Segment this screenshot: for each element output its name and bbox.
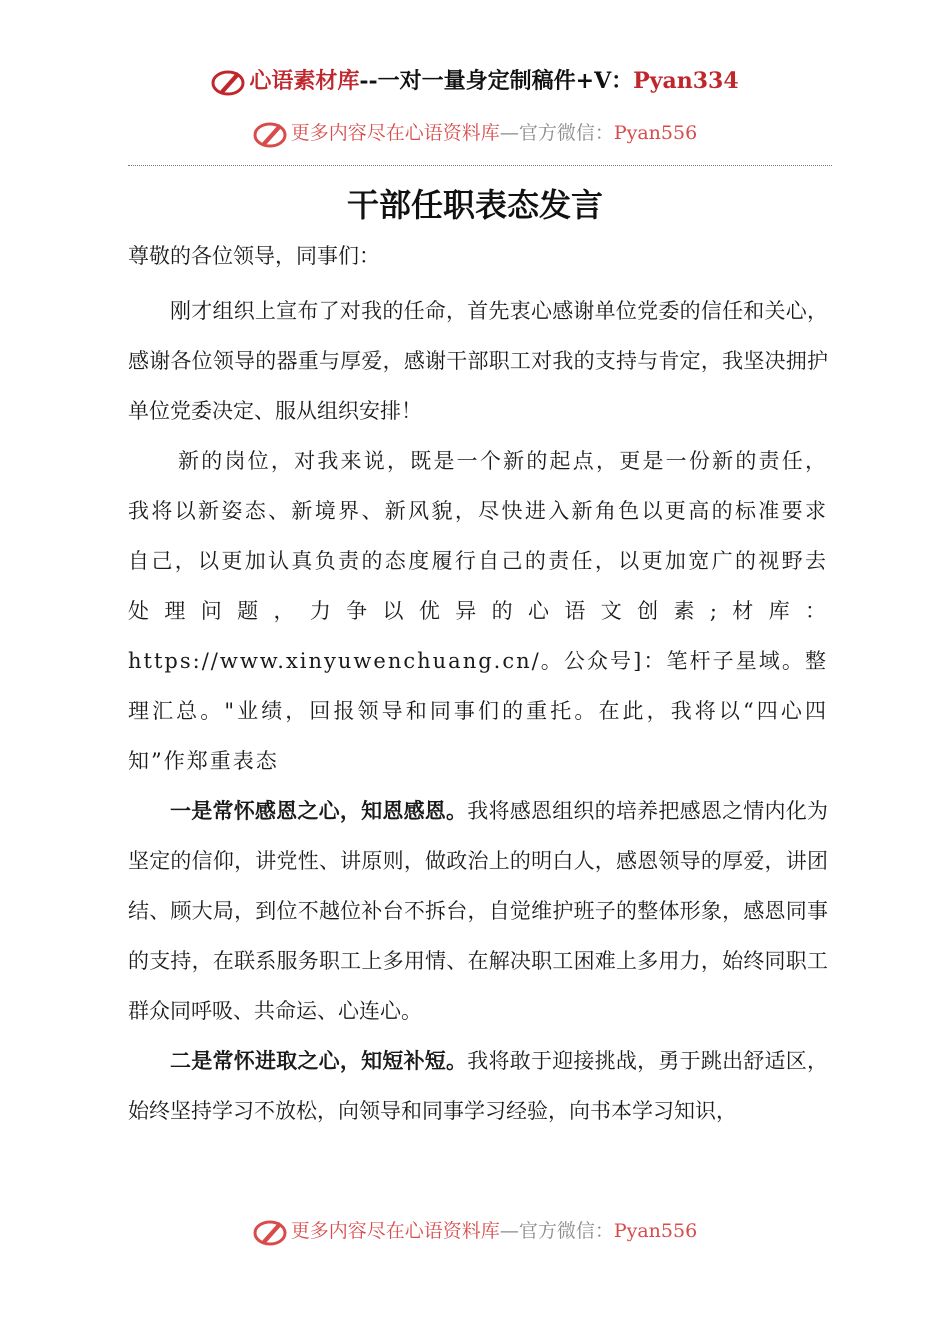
footer-id: Pyan556: [613, 1220, 698, 1242]
subheader-label: 官方微信：: [518, 122, 614, 144]
header-wechat: Pyan334: [633, 68, 739, 94]
footer-text: 更多内容尽在心语资料库: [290, 1220, 500, 1242]
subheader-line: [0, 118, 950, 149]
header-tagline: --一对一量身定制稿件+V：: [359, 68, 634, 94]
page-title: 干部任职表态发言: [346, 186, 603, 224]
header-brand: 心语素材库: [249, 68, 360, 94]
footer-dash: —: [499, 1220, 519, 1242]
footer-label: 官方微信：: [518, 1220, 614, 1242]
paragraph-4: [128, 1036, 828, 1136]
header-line: [0, 64, 950, 97]
paragraph-3: [128, 786, 828, 1036]
subheader-text: 更多内容尽在心语资料库: [290, 122, 500, 144]
subheader-dash: —: [499, 122, 519, 144]
paragraph-3-text: 我将感恩组织的培养把感恩之情内化为坚定的信仰，讲党性、讲原则，做政治上的明白人，感恩领导的厚爱，讲团结、顾大局，到位不越位补台不拆台，自觉维护班子的整体形象，感恩同事的支持，在联系服务职工上多用情、在解决职工困难上多用力，始终同职工群众同呼吸、共命运、心连心。: [128, 799, 828, 1023]
paragraph-4-heading: 二是常怀进取之心，知短补短。: [170, 1048, 468, 1073]
paragraph-3-heading: 一是常怀感恩之心，知恩感恩。: [170, 798, 468, 823]
footer-line: [0, 1216, 950, 1247]
paragraph-4-text: 我将敢于迎接挑战，勇于跳出舒适区，始终坚持学习不放松，向领导和同事学习经验，向书本学习知识，: [128, 1049, 828, 1123]
header-divider: [128, 165, 832, 166]
paragraph-1: 刚才组织上宣布了对我的任命，首先衷心感谢单位党委的信任和关心，感谢各位领导的器重与厚爱，感谢干部职工对我的支持与肯定，我坚决拥护单位党委决定、服从组织安排！: [128, 299, 828, 423]
pen-logo-icon: [253, 1217, 289, 1247]
pen-logo-icon: [253, 119, 289, 149]
paragraph-2: 新的岗位，对我来说，既是一个新的起点，更是一份新的责任，我将以新姿态、新境界、新风貌，尽快进入新角色以更高的标准要求自己，以更加认真负责的态度履行自己的责任，以更加宽广的视野去处理问题，力争以优异的心语文创素;材库：https://www.xinyuwenchuang.cn/。公众号]：笔杆子星域。整理汇总。"业绩，回报领导和同事们的重托。在此，我将以“四心四知”作郑重表态: [128, 449, 828, 773]
document-body: [128, 236, 828, 1136]
subheader-id: Pyan556: [613, 122, 698, 144]
greeting: 尊敬的各位领导，同事们：: [128, 244, 380, 268]
pen-logo-icon: [211, 67, 247, 97]
